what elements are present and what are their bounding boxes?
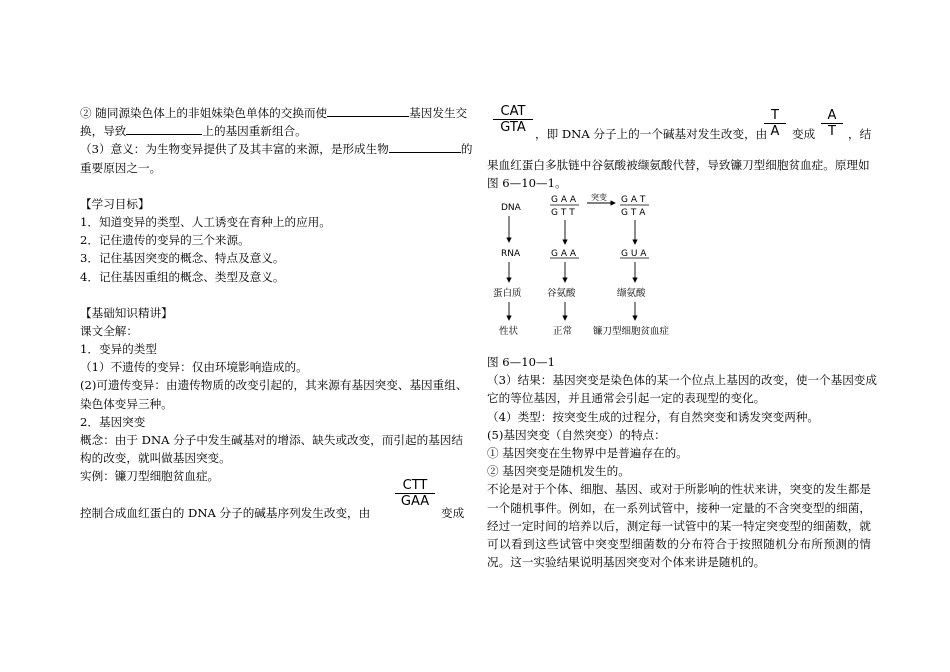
glutamate-label: 谷氨酸 [547,288,576,299]
line-significance-end: 重要原因之一。 [80,160,162,175]
base-fraction: T A [764,108,786,139]
line-recombination: 换，导致 上的基因重新组合。 [80,124,307,139]
protein-label: 蛋白质 [493,288,522,299]
mutant-dna-top: G A T [621,195,646,205]
section-heading: 1．变异的类型 [80,342,157,357]
paragraph-line: 图 6—10—1。 [487,176,567,190]
paragraph-line: 实例：镰刀型细胞贫血症。 [80,469,220,484]
paragraph-line: （3）结果：基因突变是染色体的某一个位点上基因的改变，使一个基因变成 [487,373,877,388]
mutation-label: 突变 [591,193,607,202]
paragraph-line: 染色体变异三种。 [80,396,173,411]
figure-caption: 图 6—10—1 [487,355,555,369]
base-pair-fraction: CTT GAA [395,478,435,509]
normal-label: 正常 [553,326,573,337]
sickle-label: 镰刀型细胞贫血症 [593,326,670,337]
left-column [80,104,473,486]
base-fraction: A T [821,108,843,139]
dna-label: DNA [501,203,521,213]
paragraph-line: （1）不遗传的变异：仅由环境影响造成的。 [80,360,308,375]
line-significance: （3）意义：为生物变异提供了及其丰富的来源，是形成生物 的 [80,142,473,157]
mutation-line-end: ，结 [848,127,872,141]
paragraph-line: 它的等位基因，并且通常会引起一定的表现型的变化。 [487,391,766,406]
mutant-mrna: G U A [621,249,647,259]
goal-item: 1．知道变异的类型、人工诱变在育种上的应用。 [80,214,331,229]
right-column-lower [487,353,877,571]
control-line-end: 变成 [441,506,465,520]
paragraph-line: （4）类型：按突变生成的过程分，有自然突变和诱发突变两种。 [487,409,820,424]
mutation-line-text: 变成 [792,127,816,141]
paragraph-line: 概念：由于 DNA 分子中发生碱基对的增添、缺失或改变，而引起的基因结 [80,433,463,447]
paragraph-line: (2)可遗传变异：由遗传物质的改变引起的，其来源有基因突变、基因重组、 [80,378,468,393]
base-pair-fraction: CAT GTA [493,104,533,135]
fill-blank [126,122,202,135]
fill-blank [389,140,461,153]
explain-label: 课文全解： [80,323,138,338]
feature-item: ② 基因突变是随机发生的。 [487,464,630,479]
trait-label: 性状 [499,326,519,337]
mutation-line-text: ，即 DNA 分子上的一个碱基对发生改变，由 [535,127,768,141]
random-mutation-paragraph: 不论是对于个体、细胞、基因、或对于所影响的性状来讲，突变的发生都是一个随机事件。例如，在一系列试管中，接种一定量的不含突变型的细菌，经过一定时间的培养以后，测定每一试管中的某一特定突变型的细菌数，就可以看到这些试管中突变型细菌数的分布符合于按照随机分布所预测的情况。这一实验结果说明基因突变对个体来讲是随机的。 [487,482,871,570]
line-crossover: ② 随同源染色体上的非姐妹染色单体的交换而使 基因发生交 [80,106,468,120]
feature-item: ① 基因突变在生物界中是普遍存在的。 [487,445,688,460]
sickle-cell-diagram [487,190,707,350]
goal-item: 4．记住基因重组的概念、类型及意义。 [80,269,285,284]
mutant-dna-bottom: G T A [621,208,646,218]
fill-blank [327,104,409,117]
paragraph-line: (5)基因突变（自然突变）的特点： [487,427,666,442]
normal-dna-bottom: G T T [551,208,575,218]
valine-label: 缬氨酸 [617,288,646,299]
goals-heading: 【学习目标】 [80,196,150,211]
basics-heading: 【基础知识精讲】 [80,305,173,320]
section-heading: 2．基因突变 [80,414,146,429]
goal-item: 2．记住遗传的变异的三个来源。 [80,233,250,248]
rna-label: RNA [501,249,521,259]
goal-item: 3．记住基因突变的概念、特点及意义。 [80,251,285,266]
normal-dna-top: G A A [551,195,577,205]
paragraph-line: 构的改变，就叫做基因突变。 [80,451,231,466]
normal-mrna: G A A [551,249,577,259]
control-line-text: 控制合成血红蛋白的 DNA 分子的碱基序列发生改变，由 [80,506,371,520]
paragraph-line: 果血红蛋白多肽链中谷氨酸被缬氨酸代替，导致镰刀型细胞贫血症。原理如 [487,158,870,172]
